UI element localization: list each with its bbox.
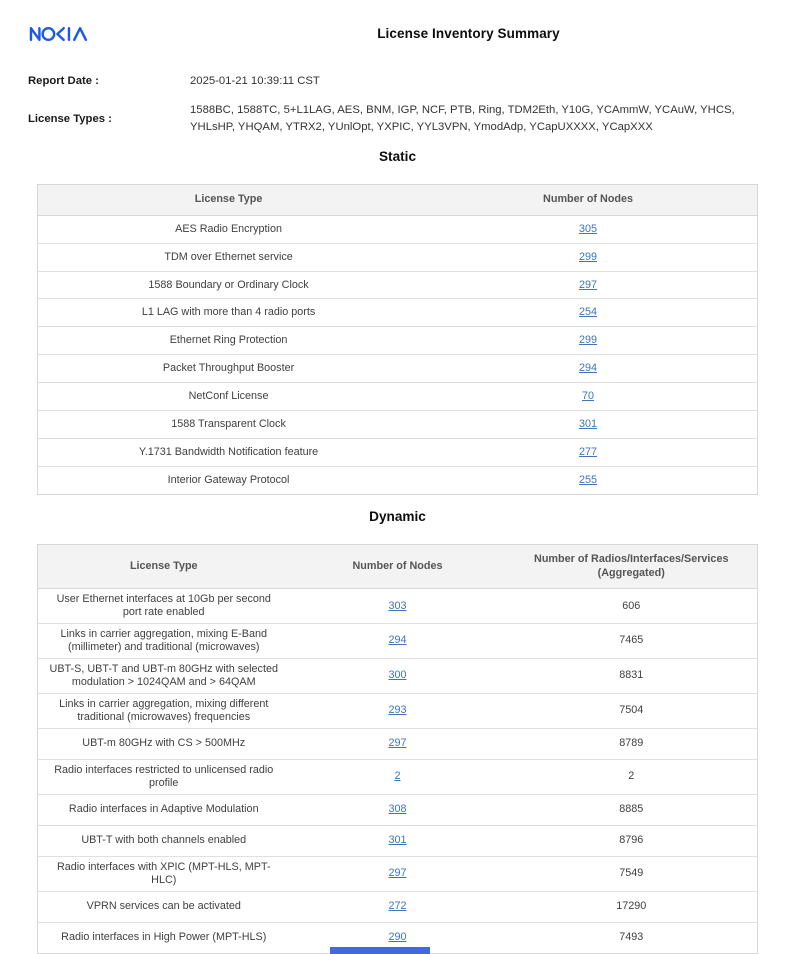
table-row <box>38 467 758 495</box>
table-row <box>38 728 758 759</box>
license-type-cell: Radio interfaces in Adaptive Modulation <box>38 794 290 825</box>
node-count-link[interactable]: 299 <box>579 250 598 263</box>
number-of-nodes-cell <box>290 728 506 759</box>
license-type-cell: Links in carrier aggregation, mixing different traditional (microwaves) frequencies <box>38 693 290 728</box>
static-section-heading: Static <box>378 149 417 165</box>
aggregated-count-cell: 17290 <box>506 891 758 922</box>
license-type-cell: 1588 Boundary or Ordinary Clock <box>38 271 420 299</box>
license-type-cell: Links in carrier aggregation, mixing E-Band (millimeter) and traditional (microwaves) <box>38 624 290 659</box>
table-row <box>38 271 758 299</box>
report-date-label: Report Date : <box>28 75 99 88</box>
node-count-link[interactable]: 301 <box>579 418 598 431</box>
number-of-nodes-cell <box>419 355 757 383</box>
number-of-nodes-cell <box>419 383 757 411</box>
aggregated-count-cell: 8796 <box>506 825 758 856</box>
license-type-cell: Interior Gateway Protocol <box>167 474 290 487</box>
report-meta <box>0 73 795 135</box>
license-type-cell: TDM over Ethernet service <box>38 243 420 271</box>
table-row <box>38 355 758 383</box>
node-count-link[interactable]: 308 <box>388 803 407 816</box>
report-header <box>0 0 795 43</box>
number-of-nodes-cell <box>290 693 506 728</box>
license-type-cell: NetConf License <box>38 383 420 411</box>
node-count-link[interactable]: 303 <box>388 599 407 612</box>
number-of-nodes-cell <box>290 759 506 794</box>
license-type-cell: 1588 Transparent Clock <box>38 411 420 439</box>
aggregated-count-cell: 8789 <box>506 728 758 759</box>
static-col-number-of-nodes: Number of Nodes <box>419 185 757 215</box>
number-of-nodes-cell <box>419 243 757 271</box>
number-of-nodes-cell <box>419 215 757 243</box>
license-type-cell: UBT-S, UBT-T and UBT-m 80GHz with selected modulation > 1024QAM and > 64QAM <box>38 658 290 693</box>
license-type-cell: Ethernet Ring Protection <box>38 327 420 355</box>
node-count-link[interactable]: 305 <box>579 222 598 235</box>
table-row <box>38 439 758 467</box>
node-count-link[interactable]: 297 <box>579 278 598 291</box>
license-type-cell: UBT-T with both channels enabled <box>38 825 290 856</box>
node-count-link[interactable]: 301 <box>388 834 407 847</box>
number-of-nodes-cell <box>290 658 506 693</box>
node-count-link[interactable]: 293 <box>388 704 407 717</box>
license-type-cell: Packet Throughput Booster <box>38 355 420 383</box>
license-type-cell: UBT-m 80GHz with CS > 500MHz <box>38 728 290 759</box>
table-row <box>38 856 758 891</box>
report-date-row <box>0 73 795 89</box>
dynamic-col-number-of-nodes: Number of Nodes <box>290 545 506 589</box>
node-count-link[interactable]: 277 <box>579 446 598 459</box>
bottom-partial-bar <box>330 947 430 954</box>
static-col-license-type: License Type <box>38 185 420 215</box>
table-row <box>38 658 758 693</box>
table-row <box>38 794 758 825</box>
node-count-link[interactable]: 297 <box>388 737 407 750</box>
license-type-cell: AES Radio Encryption <box>38 215 420 243</box>
page-title: License Inventory Summary <box>377 26 560 41</box>
license-types-value: 1588BC, 1588TC, 5+L1LAG, AES, BNM, IGP, NCF, PTB, Ring, TDM2Eth, Y10G, YCAmmW, YCAuW, YHCS, YHLsHP, YHQAM, YTRX2, YUnlOpt, YXPIC, YYL3VPN, YmodAdp, YCapUXXXX, YCapXXX <box>190 104 735 133</box>
license-type-cell: Radio interfaces restricted to unlicensed radio profile <box>38 759 290 794</box>
number-of-nodes-cell <box>419 467 757 495</box>
aggregated-count-cell: 7465 <box>506 624 758 659</box>
table-row <box>38 411 758 439</box>
static-table-header-row <box>38 185 758 215</box>
number-of-nodes-cell <box>290 794 506 825</box>
number-of-nodes-cell <box>290 589 506 624</box>
table-row <box>38 243 758 271</box>
aggregated-count-cell: 7504 <box>506 693 758 728</box>
aggregated-count-cell: 7549 <box>506 856 758 891</box>
node-count-link[interactable]: 294 <box>579 362 598 375</box>
table-row <box>38 693 758 728</box>
number-of-nodes-cell <box>290 891 506 922</box>
aggregated-count-cell: 8885 <box>506 794 758 825</box>
table-row <box>38 891 758 922</box>
dynamic-col-license-type: License Type <box>38 545 290 589</box>
license-type-cell: Y.1731 Bandwidth Notification feature <box>38 439 420 467</box>
node-count-link[interactable]: 2 <box>394 770 401 783</box>
license-type-cell: VPRN services can be activated <box>38 891 290 922</box>
table-row <box>38 624 758 659</box>
table-row <box>38 589 758 624</box>
aggregated-count-cell: 8831 <box>506 658 758 693</box>
table-row <box>38 759 758 794</box>
aggregated-count-cell: 7493 <box>619 931 644 944</box>
number-of-nodes-cell <box>419 271 757 299</box>
static-table <box>37 184 758 495</box>
license-types-row <box>0 102 795 135</box>
table-row <box>38 299 758 327</box>
dynamic-table <box>37 544 758 953</box>
table-row <box>38 383 758 411</box>
number-of-nodes-cell <box>419 299 757 327</box>
nokia-logo-icon <box>28 24 92 43</box>
aggregated-count-cell: 2 <box>506 759 758 794</box>
nokia-logo <box>28 24 170 43</box>
dynamic-table-header-row <box>38 545 758 589</box>
number-of-nodes-cell <box>419 439 757 467</box>
node-count-link[interactable]: 70 <box>582 390 595 403</box>
dynamic-col-aggregated: Number of Radios/Interfaces/Services (Aggregated) <box>506 545 758 589</box>
license-types-label: License Types : <box>28 112 112 125</box>
node-count-link[interactable]: 300 <box>388 669 407 682</box>
report-date-value: 2025-01-21 10:39:11 CST <box>190 75 320 87</box>
node-count-link[interactable]: 294 <box>388 634 407 647</box>
node-count-link[interactable]: 272 <box>388 900 407 913</box>
license-type-cell: Radio interfaces in High Power (MPT-HLS) <box>61 931 267 944</box>
dynamic-section-heading: Dynamic <box>369 509 426 525</box>
number-of-nodes-cell <box>290 856 506 891</box>
table-row <box>38 327 758 355</box>
license-type-cell: L1 LAG with more than 4 radio ports <box>38 299 420 327</box>
node-count-link[interactable]: 299 <box>579 334 598 347</box>
number-of-nodes-cell <box>290 825 506 856</box>
node-count-link[interactable]: 255 <box>579 474 598 487</box>
number-of-nodes-cell <box>419 327 757 355</box>
table-row <box>38 215 758 243</box>
number-of-nodes-cell <box>290 624 506 659</box>
number-of-nodes-cell <box>419 411 757 439</box>
table-row <box>38 825 758 856</box>
license-type-cell: User Ethernet interfaces at 10Gb per second port rate enabled <box>38 589 290 624</box>
node-count-link[interactable]: 254 <box>579 306 598 319</box>
aggregated-count-cell: 606 <box>506 589 758 624</box>
node-count-link[interactable]: 297 <box>388 867 407 880</box>
license-type-cell: Radio interfaces with XPIC (MPT-HLS, MPT-HLC) <box>38 856 290 891</box>
node-count-link[interactable]: 290 <box>388 931 407 944</box>
